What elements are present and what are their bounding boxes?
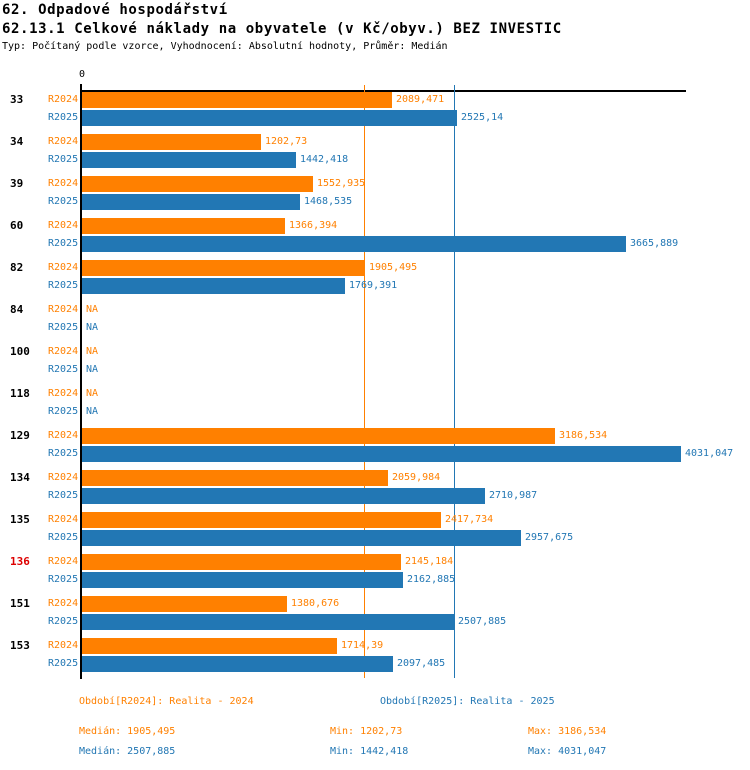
value-label-r2024: 2145,184 — [405, 556, 454, 567]
category-label: 100 — [10, 345, 30, 358]
bar-r2024 — [82, 134, 261, 150]
series-label-r2025: R2025 — [48, 448, 79, 459]
stat-median-r2024: Medián: 1905,495 — [79, 726, 176, 737]
series-label-r2024: R2024 — [48, 220, 79, 231]
value-label-r2024: 2417,734 — [445, 514, 494, 525]
bar-r2025 — [82, 530, 521, 546]
page-title: 62. Odpadové hospodářství — [2, 2, 228, 18]
chart-subtitle: Typ: Počítaný podle vzorce, Vyhodnocení: Absolutní hodnoty, Průměr: Medián — [2, 41, 448, 52]
category-label: 135 — [10, 513, 30, 526]
category-label: 129 — [10, 429, 30, 442]
y-axis-line — [80, 84, 82, 679]
bar-r2025 — [82, 110, 457, 126]
series-label-r2024: R2024 — [48, 346, 79, 357]
value-label-r2025-na: NA — [86, 406, 99, 417]
category-label: 34 — [10, 135, 24, 148]
series-label-r2024: R2024 — [48, 598, 79, 609]
bar-r2024 — [82, 176, 313, 192]
value-label-r2025-na: NA — [86, 364, 99, 375]
value-label-r2025: 2162,885 — [407, 574, 456, 585]
value-label-r2025: 2957,675 — [525, 532, 574, 543]
category-label: 33 — [10, 93, 24, 106]
series-label-r2025: R2025 — [48, 322, 79, 333]
x-axis-zero-tick-label: 0 — [78, 69, 86, 80]
bar-r2024 — [82, 218, 285, 234]
bar-r2024 — [82, 512, 441, 528]
category-label: 151 — [10, 597, 30, 610]
stat-min-r2024: Min: 1202,73 — [330, 726, 403, 737]
value-label-r2024: 1380,676 — [291, 598, 340, 609]
value-label-r2025: 1442,418 — [300, 154, 349, 165]
category-label: 60 — [10, 219, 24, 232]
series-label-r2025: R2025 — [48, 658, 79, 669]
bar-r2025 — [82, 446, 681, 462]
series-label-r2025: R2025 — [48, 406, 79, 417]
series-label-r2024: R2024 — [48, 640, 79, 651]
bar-r2025 — [82, 236, 626, 252]
value-label-r2025-na: NA — [86, 322, 99, 333]
value-label-r2024: 3186,534 — [559, 430, 608, 441]
stat-max-r2024: Max: 3186,534 — [528, 726, 607, 737]
bar-r2024 — [82, 92, 392, 108]
bar-r2024 — [82, 638, 337, 654]
category-label: 153 — [10, 639, 30, 652]
legend-item-r2025: Období[R2025]: Realita - 2025 — [380, 696, 555, 707]
series-label-r2024: R2024 — [48, 304, 79, 315]
bar-r2024 — [82, 470, 388, 486]
bar-r2024 — [82, 596, 287, 612]
series-label-r2024: R2024 — [48, 178, 79, 189]
value-label-r2024-na: NA — [86, 388, 99, 399]
series-label-r2024: R2024 — [48, 472, 79, 483]
series-label-r2024: R2024 — [48, 262, 79, 273]
value-label-r2025: 2710,987 — [489, 490, 538, 501]
bar-r2025 — [82, 656, 393, 672]
value-label-r2024: 1202,73 — [265, 136, 308, 147]
value-label-r2025: 1468,535 — [304, 196, 353, 207]
median-gridline-r2024 — [364, 85, 365, 678]
value-label-r2024: 1905,495 — [369, 262, 418, 273]
series-label-r2025: R2025 — [48, 364, 79, 375]
series-label-r2025: R2025 — [48, 616, 79, 627]
value-label-r2025: 4031,047 — [685, 448, 734, 459]
series-label-r2024: R2024 — [48, 514, 79, 525]
series-label-r2025: R2025 — [48, 490, 79, 501]
stat-min-r2025: Min: 1442,418 — [330, 746, 409, 757]
series-label-r2025: R2025 — [48, 280, 79, 291]
series-label-r2025: R2025 — [48, 196, 79, 207]
series-label-r2025: R2025 — [48, 112, 79, 123]
category-label: 134 — [10, 471, 30, 484]
series-label-r2025: R2025 — [48, 154, 79, 165]
category-label: 84 — [10, 303, 24, 316]
stat-max-r2025: Max: 4031,047 — [528, 746, 607, 757]
value-label-r2024: 1714,39 — [341, 640, 384, 651]
bar-r2024 — [82, 554, 401, 570]
series-label-r2024: R2024 — [48, 430, 79, 441]
bar-r2025 — [82, 194, 300, 210]
median-gridline-r2025 — [454, 85, 455, 678]
bar-r2025 — [82, 278, 345, 294]
series-label-r2024: R2024 — [48, 556, 79, 567]
category-label: 136 — [10, 555, 30, 568]
stat-median-r2025: Medián: 2507,885 — [79, 746, 176, 757]
value-label-r2025: 2507,885 — [458, 616, 507, 627]
value-label-r2024-na: NA — [86, 346, 99, 357]
value-label-r2024: 1366,394 — [289, 220, 338, 231]
bar-r2025 — [82, 488, 485, 504]
series-label-r2024: R2024 — [48, 136, 79, 147]
legend-item-r2024: Období[R2024]: Realita - 2024 — [79, 696, 254, 707]
value-label-r2024: 1552,935 — [317, 178, 366, 189]
value-label-r2024: 2089,471 — [396, 94, 445, 105]
bar-r2025 — [82, 572, 403, 588]
value-label-r2025: 3665,889 — [630, 238, 679, 249]
bar-r2024 — [82, 428, 555, 444]
bar-r2024 — [82, 260, 365, 276]
value-label-r2025: 1769,391 — [349, 280, 398, 291]
series-label-r2025: R2025 — [48, 532, 79, 543]
value-label-r2024-na: NA — [86, 304, 99, 315]
series-label-r2025: R2025 — [48, 574, 79, 585]
chart-title: 62.13.1 Celkové náklady na obyvatele (v Kč/obyv.) BEZ INVESTIC — [2, 21, 562, 37]
bar-r2025 — [82, 152, 296, 168]
category-label: 39 — [10, 177, 24, 190]
series-label-r2024: R2024 — [48, 94, 79, 105]
category-label: 82 — [10, 261, 24, 274]
category-label: 118 — [10, 387, 30, 400]
value-label-r2025: 2097,485 — [397, 658, 446, 669]
series-label-r2025: R2025 — [48, 238, 79, 249]
series-label-r2024: R2024 — [48, 388, 79, 399]
bar-r2025 — [82, 614, 454, 630]
value-label-r2024: 2059,984 — [392, 472, 441, 483]
value-label-r2025: 2525,14 — [461, 112, 504, 123]
